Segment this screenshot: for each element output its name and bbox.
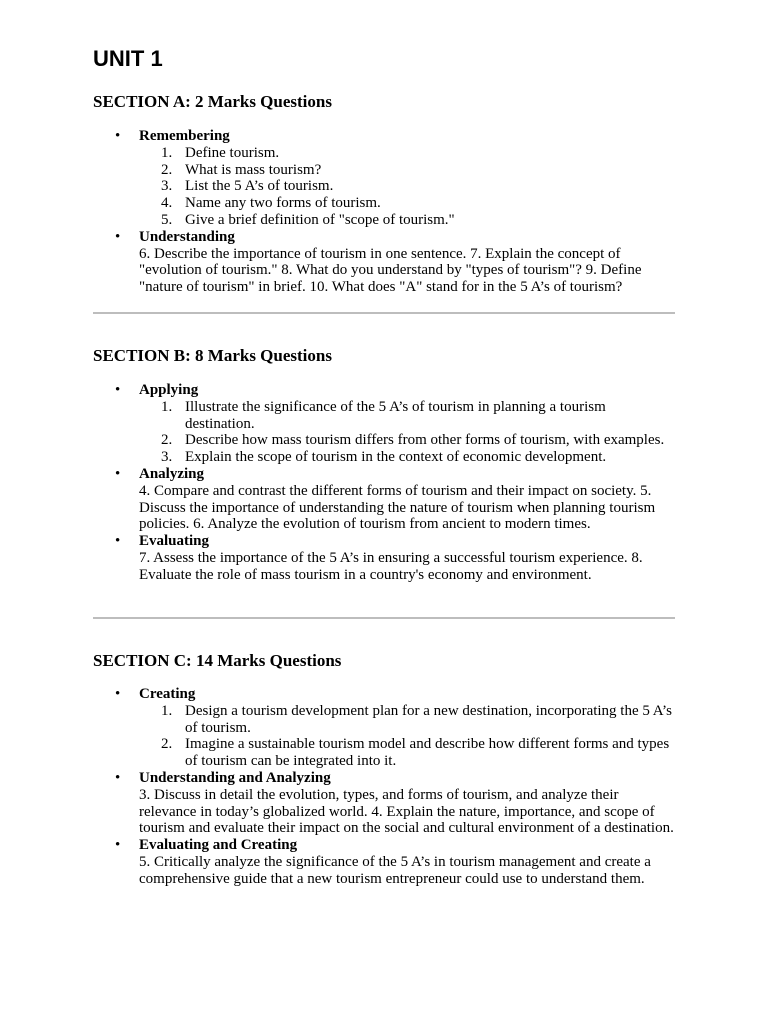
bullet-icon: • <box>115 128 121 144</box>
section-a-list <box>93 128 675 296</box>
list-item: 4. Name any two forms of tourism. <box>161 195 381 212</box>
group-paragraph: 3. Discuss in detail the evolution, types, and forms of tourism, and analyze their relevance in today’s globalized world. 4. Explain the nature, importance, and scope of tourism and evaluate their impact on the social and cultural environment of a destination. <box>139 786 674 837</box>
list-item: 2. Describe how mass tourism differs from other forms of tourism, with examples. <box>161 432 665 449</box>
section-b <box>93 345 675 583</box>
bullet-icon: • <box>115 769 121 786</box>
section-c <box>93 650 675 887</box>
group-remembering <box>93 128 675 229</box>
bullet-icon: • <box>115 686 121 702</box>
group-label: Applying <box>139 382 199 398</box>
section-divider <box>93 312 675 314</box>
bullet-icon: • <box>115 533 121 550</box>
group-label: Evaluating and Creating <box>139 837 298 854</box>
bullet-icon: • <box>115 465 121 482</box>
section-b-title: SECTION B: 8 Marks Questions <box>93 346 332 365</box>
group-creating <box>93 686 675 770</box>
group-applying <box>93 382 675 466</box>
list-item: 2. Imagine a sustainable tourism model and describe how different forms and types of tourism can be integrated into it. <box>161 736 670 770</box>
list-item: 3. Explain the scope of tourism in the context of economic development. <box>161 449 607 466</box>
group-paragraph: 6. Describe the importance of tourism in one sentence. 7. Explain the concept of "evolution of tourism." 8. What do you understand by "types of tourism"? 9. Define "nature of tourism" in brief. 10. What does "A" stand for in the 5 A’s of tourism? <box>139 245 642 296</box>
group-label: Understanding <box>139 228 235 245</box>
group-understanding-and-analyzing <box>93 770 675 837</box>
section-c-list <box>93 686 675 888</box>
list-item: 5. Give a brief definition of "scope of tourism." <box>161 211 455 228</box>
group-label: Creating <box>139 686 196 702</box>
numbered-list <box>139 703 675 770</box>
section-b-list <box>93 382 675 584</box>
bullet-icon: • <box>115 837 121 854</box>
section-a-title: SECTION A: 2 Marks Questions <box>93 92 332 111</box>
bullet-icon: • <box>115 382 121 398</box>
section-divider <box>93 617 675 619</box>
unit-title: UNIT 1 <box>93 46 163 71</box>
group-label: Remembering <box>139 128 230 144</box>
group-label: Evaluating <box>139 533 210 550</box>
numbered-list <box>139 399 675 466</box>
group-paragraph: 7. Assess the importance of the 5 A’s in ensuring a successful tourism experience. 8. Evaluate the role of mass tourism in a country's economy and environment. <box>139 549 643 583</box>
list-item: 1. Define tourism. <box>161 144 280 161</box>
group-label: Understanding and Analyzing <box>139 769 331 786</box>
group-paragraph: 5. Critically analyze the significance of the 5 A’s in tourism management and create a comprehensive guide that a new tourism entrepreneur could use to understand them. <box>139 853 651 887</box>
list-item: 1. Design a tourism development plan for a new destination, incorporating the 5 A’s of tourism. <box>161 702 672 736</box>
numbered-list <box>139 145 675 229</box>
list-item: 3. List the 5 A’s of tourism. <box>161 178 334 195</box>
group-evaluating-and-creating <box>93 837 675 887</box>
bullet-icon: • <box>115 228 121 245</box>
section-a <box>93 91 675 296</box>
list-item: 1. Illustrate the significance of the 5 A’s of tourism in planning a tourism destination. <box>161 398 606 432</box>
group-analyzing <box>93 466 675 533</box>
group-evaluating <box>93 533 675 583</box>
group-label: Analyzing <box>139 465 205 482</box>
list-item: 2. What is mass tourism? <box>161 161 322 178</box>
group-understanding <box>93 229 675 296</box>
section-c-title: SECTION C: 14 Marks Questions <box>93 651 342 670</box>
group-paragraph: 4. Compare and contrast the different forms of tourism and their impact on society. 5. Discuss the importance of understanding the nature of tourism when planning tourism policies. 6. Analyze the evolution of tourism from ancient to modern times. <box>139 482 656 533</box>
